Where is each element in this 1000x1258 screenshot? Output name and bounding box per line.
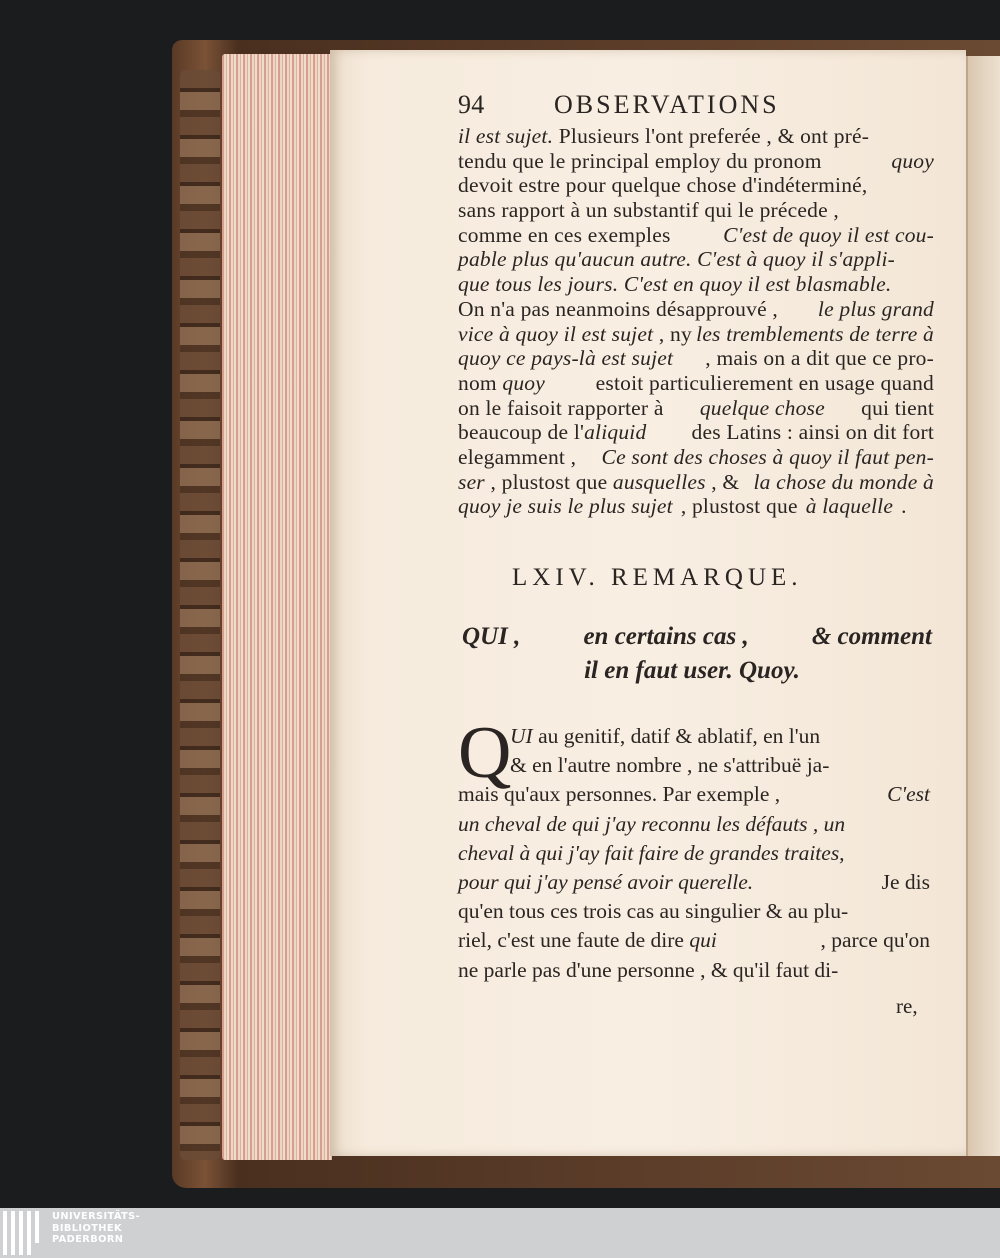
line-segment: , plustost que [680, 494, 798, 519]
line-segment: Plusieurs l'ont preferée , & ont pré- [553, 124, 870, 148]
line-segment: quoy [502, 370, 545, 395]
library-logo-text [52, 1211, 140, 1246]
line-segment: ausquelles [612, 469, 706, 494]
text-line [458, 124, 934, 149]
line-segment: vice à quoy il est sujet [458, 321, 654, 346]
remark-title [462, 620, 932, 688]
line-segment: . [901, 494, 907, 519]
title-segment: en certains cas , [583, 623, 749, 650]
logo-line: UNIVERSITÄTS- [52, 1211, 141, 1222]
line-segment: devoit estre pour quelque chose d'indéterminé, [458, 173, 868, 198]
text-line [458, 198, 934, 223]
line-segment: ne parle pas d'une personne , & qu'il faut di- [458, 957, 839, 982]
line-segment: il est sujet. [458, 124, 554, 148]
line-segment: le plus grand [817, 296, 934, 321]
line-segment: riel, c'est une faute de dire [458, 928, 690, 953]
line-segment: UI [510, 724, 533, 748]
title-segment: & comment [811, 623, 932, 650]
text-line [458, 897, 930, 926]
text-line [458, 173, 934, 198]
text-line [458, 346, 934, 371]
text-line [458, 722, 930, 751]
line-segment: on le faisoit rapporter à [458, 395, 664, 420]
line-segment: la chose du monde à [753, 469, 934, 494]
line-segment: , ny [653, 321, 692, 346]
text-line [458, 272, 934, 297]
line-segment: & en l'autre nombre , ne s'attribuë ja- [510, 753, 830, 778]
line-segment: cheval à qui j'ay fait faire de grandes traites, [458, 840, 845, 865]
line-segment: qu'en tous ces trois cas au singulier & au plu- [458, 899, 849, 924]
line-segment: à laquelle [805, 494, 894, 519]
line-segment: , parce qu'on [820, 928, 930, 953]
line-segment: quoy [891, 148, 934, 173]
text-line [458, 810, 930, 839]
logo-line: PADERBORN [52, 1234, 124, 1245]
drop-cap: Q [458, 712, 512, 794]
line-segment: elegamment , [458, 444, 577, 469]
page-header [458, 90, 934, 124]
line-segment: Je dis [881, 869, 930, 894]
line-segment: quoy je suis le plus sujet [458, 494, 673, 519]
catchword: re, [896, 994, 918, 1018]
page-edges [222, 54, 332, 1160]
text-line [458, 396, 934, 421]
line-segment: , & [705, 469, 740, 494]
line-segment: au genitif, datif & ablatif, en l'un [532, 724, 821, 748]
text-line [458, 149, 934, 174]
line-segment: comme en ces exemples [458, 222, 671, 247]
line-segment: sans rapport à un substantif qui le précede , [458, 198, 839, 223]
footer-bar [0, 1208, 1000, 1258]
line-segment: pour qui j'ay pensé avoir querelle. [458, 869, 754, 894]
title-segment: QUI , [462, 623, 521, 650]
text-line [458, 868, 930, 897]
text-line [458, 780, 930, 809]
remark-body [458, 722, 930, 985]
line-segment: C'est de quoy il est cou- [723, 222, 934, 247]
line-segment: tendu que le principal employ du pronom [458, 148, 822, 173]
text-line [458, 956, 930, 985]
text-line [458, 470, 934, 495]
line-segment: On n'a pas neanmoins désapprouvé , [458, 296, 778, 321]
line-segment: pable plus qu'aucun autre. C'est à quoy il s'appli- [458, 247, 896, 272]
line-segment: qui [689, 928, 717, 953]
text-line [458, 371, 934, 396]
remark-title-line [462, 620, 932, 654]
line-segment: mais qu'aux personnes. Par exemple , [458, 782, 781, 807]
facing-page-edge [966, 56, 1000, 1156]
line-segment: que tous les jours. C'est en quoy il est blasmable. [458, 272, 892, 297]
text-line [458, 445, 934, 470]
line-segment: ser [458, 469, 485, 494]
remark-heading: LXIV. REMARQUE. [512, 564, 803, 591]
line-segment: quoy ce pays-là est sujet [458, 346, 674, 371]
text-line [458, 297, 934, 322]
remark-title-line: il en faut user. Quoy. [584, 657, 800, 684]
line-segment: aliquid [584, 420, 647, 445]
line-segment: quelque chose [699, 395, 825, 420]
logo-line: BIBLIOTHEK [52, 1222, 122, 1234]
line-segment: , mais on a dit que ce pro- [705, 346, 934, 371]
page-number: 94 [458, 90, 485, 119]
book-spine [180, 70, 220, 1160]
line-segment: qui tient [861, 395, 934, 420]
library-logo-icon [3, 1211, 43, 1255]
text-block [458, 90, 934, 519]
text-line [458, 839, 930, 868]
line-segment: estoit particulierement en usage quand [595, 370, 934, 395]
line-segment: nom [458, 370, 503, 395]
text-line [458, 420, 934, 445]
text-line [458, 751, 930, 780]
running-title: OBSERVATIONS [554, 90, 780, 119]
line-segment: C'est [887, 782, 930, 807]
line-segment: les tremblements de terre à [696, 321, 934, 346]
text-line [458, 247, 934, 272]
text-line [458, 223, 934, 248]
text-line [458, 926, 930, 955]
text-line [458, 322, 934, 347]
line-segment: Ce sont des choses à quoy il faut pen- [601, 444, 934, 469]
line-segment: des Latins : ainsi on dit fort [691, 420, 934, 445]
line-segment: , plustost que [484, 469, 613, 494]
line-segment: beaucoup de l' [458, 420, 585, 445]
line-segment: un cheval de qui j'ay reconnu les défauts , un [458, 811, 846, 836]
text-line [458, 494, 934, 519]
